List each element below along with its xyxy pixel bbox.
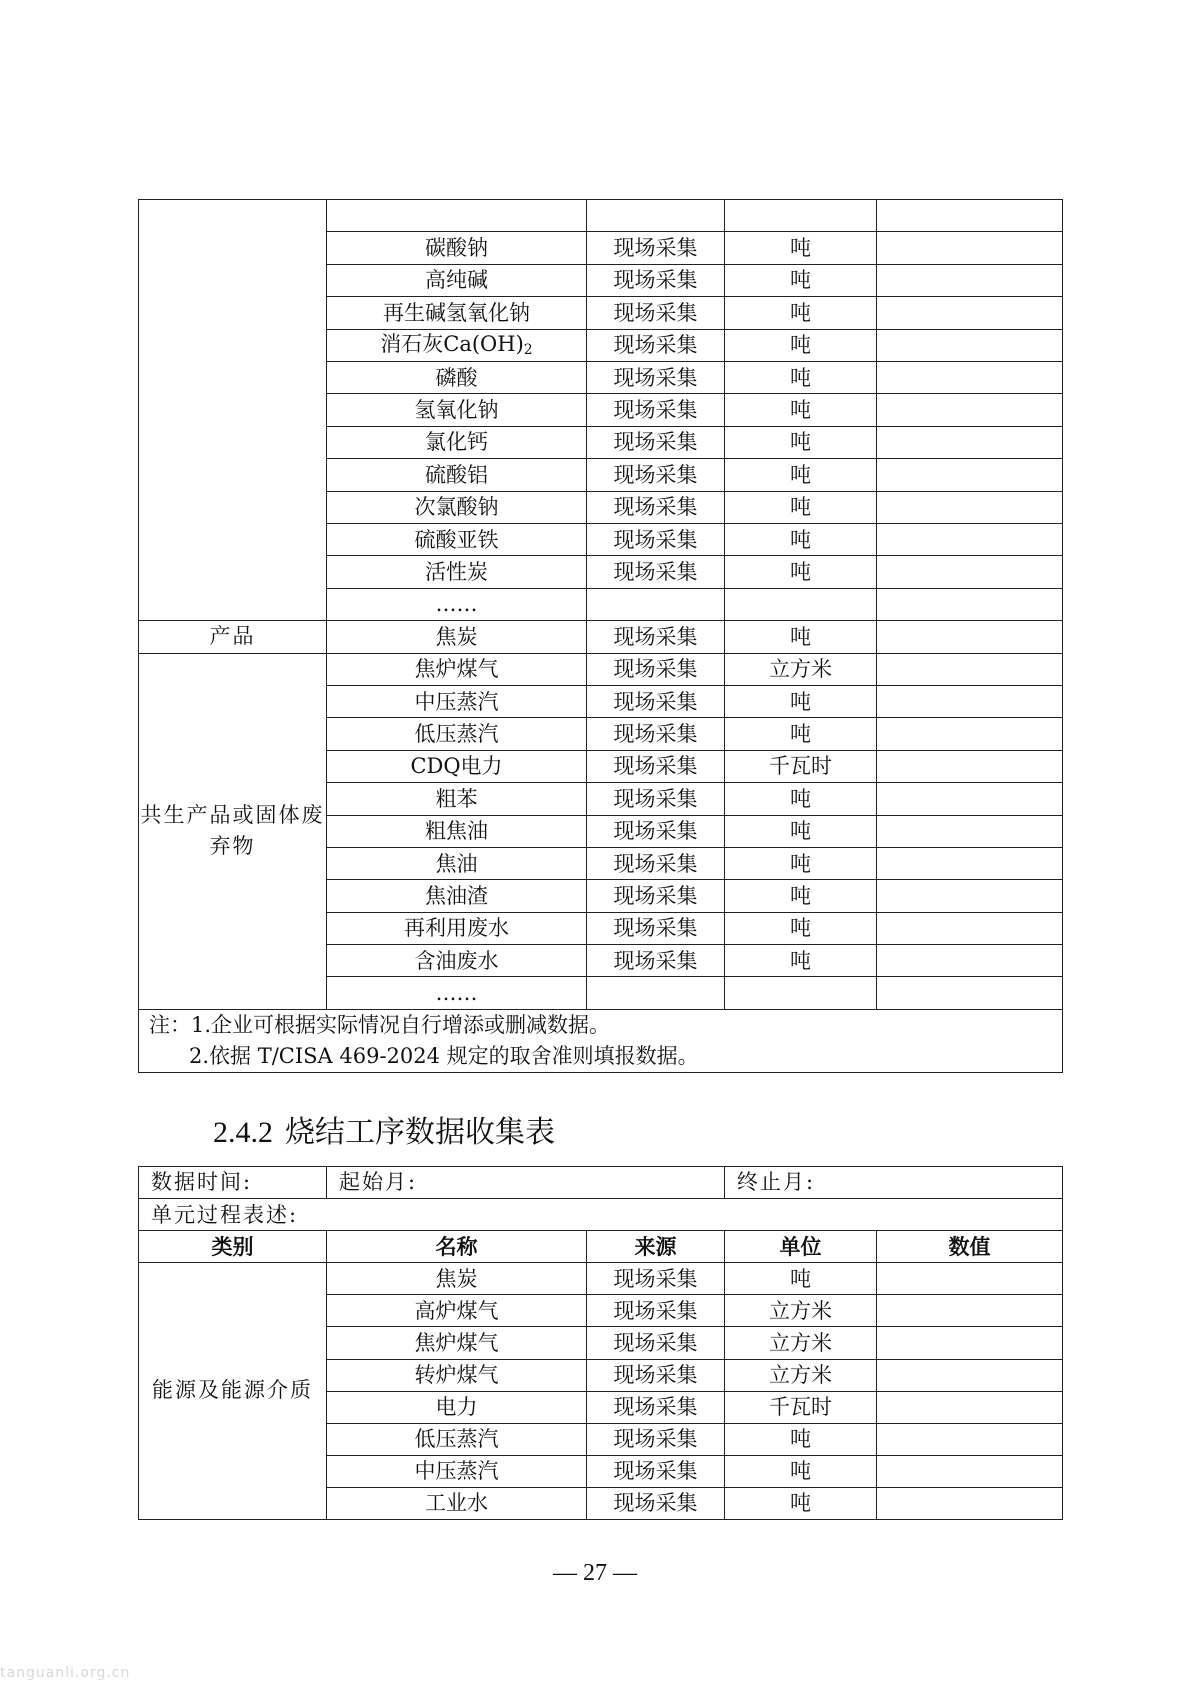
cell-unit: 立方米 (725, 1359, 877, 1391)
category-cell-energy: 能源及能源介质 (139, 1263, 327, 1520)
cell-name: 氯化钙 (327, 426, 587, 458)
cell-name: 再生碱氢氧化钠 (327, 297, 587, 329)
note-line: 2.依据 T/CISA 469-2024 规定的取舍准则填报数据。 (189, 1043, 699, 1068)
cell-source: 现场采集 (587, 329, 725, 361)
page-number: — 27 — (553, 1560, 637, 1586)
cell-unit: 立方米 (725, 1327, 877, 1359)
cell-value[interactable] (877, 1327, 1063, 1359)
cell-unit: 吨 (725, 1263, 877, 1295)
cell-source: 现场采集 (587, 718, 725, 750)
cell-source: 现场采集 (587, 847, 725, 879)
cell-unit: 吨 (725, 459, 877, 491)
cell-unit: 吨 (725, 847, 877, 879)
cell-name: 消石灰$Ca(OH)_2$ (327, 329, 587, 361)
cell-name: 焦油渣 (327, 880, 587, 912)
cell-empty[interactable] (877, 200, 1063, 232)
cell-unit: 吨 (725, 361, 877, 393)
cell-unit: 吨 (725, 1455, 877, 1487)
cell-name: 粗苯 (327, 783, 587, 815)
cell-source: 现场采集 (587, 750, 725, 782)
cell-source (587, 977, 725, 1009)
cell-unit: 吨 (725, 491, 877, 523)
cell-value[interactable] (877, 912, 1063, 944)
cell-value[interactable] (877, 1487, 1063, 1519)
cell-source: 现场采集 (587, 426, 725, 458)
cell-source: 现场采集 (587, 1327, 725, 1359)
cell-empty (327, 200, 587, 232)
cell-name: 硫酸铝 (327, 459, 587, 491)
section-number: 2.4.2 (213, 1116, 273, 1149)
cell-source: 现场采集 (587, 491, 725, 523)
cell-name: 低压蒸汽 (327, 718, 587, 750)
cell-unit: 吨 (725, 815, 877, 847)
cell-name: 高纯碱 (327, 264, 587, 296)
table-row (139, 621, 1063, 654)
time-row (139, 1167, 1063, 1199)
cell-source: 现场采集 (587, 394, 725, 426)
cell-source: 现场采集 (587, 685, 725, 717)
watermark: tanguanli.org.cn (0, 1665, 131, 1681)
category-cell-product: 产品 (139, 621, 327, 654)
cell-empty (725, 200, 877, 232)
cell-name: 焦炉煤气 (327, 653, 587, 685)
cell-source: 现场采集 (587, 1423, 725, 1455)
cell-value[interactable] (877, 459, 1063, 491)
cell-value[interactable] (877, 783, 1063, 815)
cell-unit: 吨 (725, 329, 877, 361)
cell-source: 现场采集 (587, 1487, 725, 1519)
cell-source (587, 588, 725, 620)
cell-name: 工业水 (327, 1487, 587, 1519)
section-heading (213, 1107, 555, 1151)
cell-unit: 吨 (725, 1423, 877, 1455)
cell-value[interactable] (877, 1263, 1063, 1295)
cell-source: 现场采集 (587, 459, 725, 491)
cell-name: 转炉煤气 (327, 1359, 587, 1391)
cell-name: 活性炭 (327, 556, 587, 588)
cell-source: 现场采集 (587, 1263, 725, 1295)
cell-source: 现场采集 (587, 556, 725, 588)
cell-value[interactable] (877, 556, 1063, 588)
cell-unit (725, 977, 877, 1009)
category-cell-byproducts: 共生产品或固体废弃物 (139, 653, 327, 1009)
formula-subscript: 2 (523, 342, 533, 359)
cell-value[interactable] (877, 329, 1063, 361)
cell-value[interactable] (877, 1423, 1063, 1455)
cell-value[interactable] (877, 297, 1063, 329)
cell-source: 现场采集 (587, 1359, 725, 1391)
cell-name: 氢氧化钠 (327, 394, 587, 426)
cell-value[interactable] (877, 1295, 1063, 1327)
cell-source: 现场采集 (587, 1391, 725, 1423)
cell-value[interactable] (877, 264, 1063, 296)
cell-unit: 千瓦时 (725, 1391, 877, 1423)
cell-value[interactable] (877, 394, 1063, 426)
cell-value[interactable] (877, 491, 1063, 523)
cell-unit: 吨 (725, 880, 877, 912)
cell-source: 现场采集 (587, 1455, 725, 1487)
cell-name: 次氯酸钠 (327, 491, 587, 523)
cell-unit: 吨 (725, 232, 877, 264)
category-cell-materials (139, 200, 327, 621)
cell-name: 焦炭 (327, 1263, 587, 1295)
cell-source: 现场采集 (587, 621, 725, 654)
cell-unit: 吨 (725, 912, 877, 944)
cell-name: 焦炉煤气 (327, 1327, 587, 1359)
cell-name: 电力 (327, 1391, 587, 1423)
cell-source: 现场采集 (587, 783, 725, 815)
cell-source: 现场采集 (587, 945, 725, 977)
cell-name: 磷酸 (327, 361, 587, 393)
cell-source: 现场采集 (587, 653, 725, 685)
cell-value[interactable] (877, 523, 1063, 555)
cell-value[interactable] (877, 847, 1063, 879)
header-source: 来源 (587, 1231, 725, 1263)
cell-unit: 立方米 (725, 653, 877, 685)
cell-value[interactable] (877, 815, 1063, 847)
cell-source: 现场采集 (587, 912, 725, 944)
cell-unit: 吨 (725, 556, 877, 588)
cell-value[interactable] (877, 977, 1063, 1009)
cell-name: 中压蒸汽 (327, 685, 587, 717)
table-row (139, 200, 1063, 232)
cell-name: 低压蒸汽 (327, 1423, 587, 1455)
cell-value[interactable] (877, 1391, 1063, 1423)
header-unit: 单位 (725, 1231, 877, 1263)
cell-name: 再利用废水 (327, 912, 587, 944)
cell-name: 含油废水 (327, 945, 587, 977)
cell-value[interactable] (877, 232, 1063, 264)
cell-unit: 吨 (725, 264, 877, 296)
table-row (139, 653, 1063, 685)
header-category: 类别 (139, 1231, 327, 1263)
cell-unit: 吨 (725, 621, 877, 654)
cell-unit: 吨 (725, 297, 877, 329)
cell-value[interactable] (877, 1359, 1063, 1391)
cell-unit: 吨 (725, 1487, 877, 1519)
cell-name: 粗焦油 (327, 815, 587, 847)
cell-source: 现场采集 (587, 264, 725, 296)
cell-source: 现场采集 (587, 1295, 725, 1327)
cell-value[interactable] (877, 1455, 1063, 1487)
sintering-data-table (138, 1166, 1063, 1520)
end-month-field[interactable]: 终止月: (725, 1167, 1063, 1199)
cell-value[interactable] (877, 653, 1063, 685)
cell-source: 现场采集 (587, 880, 725, 912)
cell-name: 焦炭 (327, 621, 587, 654)
process-description-row (139, 1199, 1063, 1231)
header-value: 数值 (877, 1231, 1063, 1263)
cell-unit: 吨 (725, 685, 877, 717)
cell-unit: 立方米 (725, 1295, 877, 1327)
cell-unit: 吨 (725, 718, 877, 750)
cell-unit: 吨 (725, 945, 877, 977)
cell-unit: 吨 (725, 394, 877, 426)
cell-value[interactable] (877, 361, 1063, 393)
header-name: 名称 (327, 1231, 587, 1263)
cell-unit: 吨 (725, 783, 877, 815)
cell-value[interactable] (877, 426, 1063, 458)
cell-name: 硫酸亚铁 (327, 523, 587, 555)
cell-name: 碳酸钠 (327, 232, 587, 264)
cell-unit: 吨 (725, 426, 877, 458)
cell-name: …… (327, 588, 587, 620)
cell-name: …… (327, 977, 587, 1009)
cell-value[interactable] (877, 718, 1063, 750)
process-data-table-continued (138, 199, 1063, 1073)
cell-source: 现场采集 (587, 232, 725, 264)
cell-value[interactable] (877, 945, 1063, 977)
cell-source: 现场采集 (587, 361, 725, 393)
cell-value[interactable] (877, 880, 1063, 912)
section-title: 烧结工序数据收集表 (285, 1115, 555, 1150)
process-description-field[interactable]: 单元过程表述: (139, 1199, 1063, 1231)
cell-name: 焦油 (327, 847, 587, 879)
cell-empty (587, 200, 725, 232)
cell-source: 现场采集 (587, 523, 725, 555)
header-row (139, 1231, 1063, 1263)
note-cell (139, 1009, 1063, 1072)
cell-unit: 吨 (725, 523, 877, 555)
cell-name: CDQ电力 (327, 750, 587, 782)
cell-name: 中压蒸汽 (327, 1455, 587, 1487)
table-row (139, 1263, 1063, 1295)
cell-value[interactable] (877, 588, 1063, 620)
start-month-field[interactable]: 起始月: (327, 1167, 725, 1199)
cell-name: 高炉煤气 (327, 1295, 587, 1327)
cell-unit (725, 588, 877, 620)
time-label: 数据时间: (139, 1167, 327, 1199)
cell-unit: 千瓦时 (725, 750, 877, 782)
cell-value[interactable] (877, 750, 1063, 782)
cell-value[interactable] (877, 621, 1063, 654)
cell-source: 现场采集 (587, 297, 725, 329)
note-row (139, 1009, 1063, 1072)
cell-source: 现场采集 (587, 815, 725, 847)
note-line: 注：1.企业可根据实际情况自行增添或删减数据。 (149, 1012, 611, 1037)
cell-value[interactable] (877, 685, 1063, 717)
